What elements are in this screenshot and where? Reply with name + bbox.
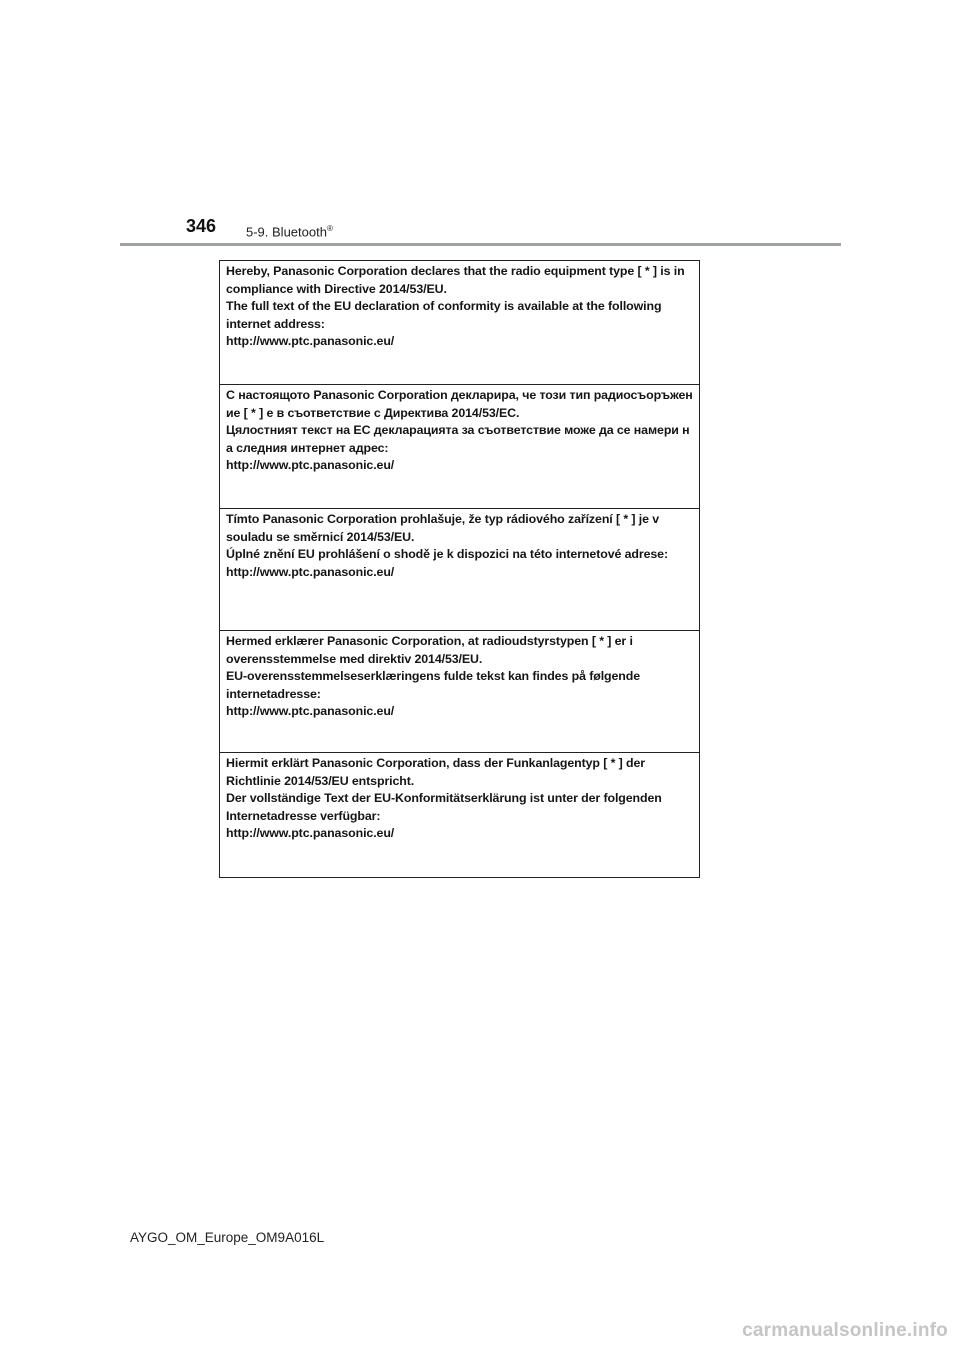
declaration-line: Hiermit erklärt Panasonic Corporation, dass der Funkanlagentyp [ * ] der	[226, 756, 646, 770]
header-divider	[120, 243, 841, 246]
declaration-url: http://www.ptc.panasonic.eu/	[226, 704, 395, 719]
declaration-url: http://www.ptc.panasonic.eu/	[226, 564, 395, 579]
declaration-line: С настоящото Panasonic Corporation декларира, че този тип радиосъоръжен	[226, 388, 693, 402]
declaration-line: Цялостният текст на ЕС декларацията за съответствие може да се намери н	[226, 423, 690, 438]
declaration-url: http://www.ptc.panasonic.eu/	[226, 458, 395, 473]
declaration-line: EU-overensstemmelseserklæringens fulde tekst kan findes på følgende	[226, 669, 641, 684]
declaration-english	[220, 261, 699, 385]
declaration-danish	[220, 631, 699, 753]
declaration-line: overensstemmelse med direktiv 2014/53/EU.	[226, 651, 483, 666]
declaration-url: http://www.ptc.panasonic.eu/	[226, 334, 395, 349]
declaration-czech	[220, 509, 699, 631]
declaration-line: Hereby, Panasonic Corporation declares that the radio equipment type [ * ] is in	[226, 264, 685, 278]
declaration-line: souladu se směrnicí 2014/53/EU.	[226, 529, 415, 544]
declaration-line: internetadresse:	[226, 686, 321, 701]
declaration-line: Der vollständige Text der EU-Konformitätserklärung ist unter der folgenden	[226, 791, 662, 806]
section-title	[246, 224, 333, 239]
declaration-line: Internetadresse verfügbar:	[226, 808, 381, 823]
declaration-url: http://www.ptc.panasonic.eu/	[226, 826, 395, 841]
declaration-bulgarian	[220, 385, 699, 509]
declaration-line: compliance with Directive 2014/53/EU.	[226, 281, 447, 296]
declaration-line: ие [ * ] е в съответствие с Директива 2014/53/ЕС.	[226, 405, 520, 420]
registered-mark: ®	[326, 224, 333, 233]
watermark: carmanualsonline.info	[742, 1320, 948, 1341]
page-number: 346	[186, 216, 217, 236]
section-title-text: 5-9. Bluetooth	[246, 224, 327, 240]
declaration-german	[220, 753, 699, 877]
declaration-line: Tímto Panasonic Corporation prohlašuje, že typ rádiového zařízení [ * ] je v	[226, 512, 660, 526]
declaration-line: The full text of the EU declaration of conformity is available at the following	[226, 299, 662, 314]
declaration-line: а следния интернет адрес:	[226, 440, 389, 455]
declaration-line: Úplné znění EU prohlášení o shodě je k dispozici na této internetové adrese:	[226, 547, 668, 562]
declaration-line: Hermed erklærer Panasonic Corporation, at radioudstyrstypen [ * ] er i	[226, 634, 633, 648]
declaration-line: internet address:	[226, 316, 325, 331]
declaration-line: Richtlinie 2014/53/EU entspricht.	[226, 773, 415, 788]
declaration-table	[219, 260, 700, 878]
document-code: AYGO_OM_Europe_OM9A016L	[130, 1230, 325, 1245]
